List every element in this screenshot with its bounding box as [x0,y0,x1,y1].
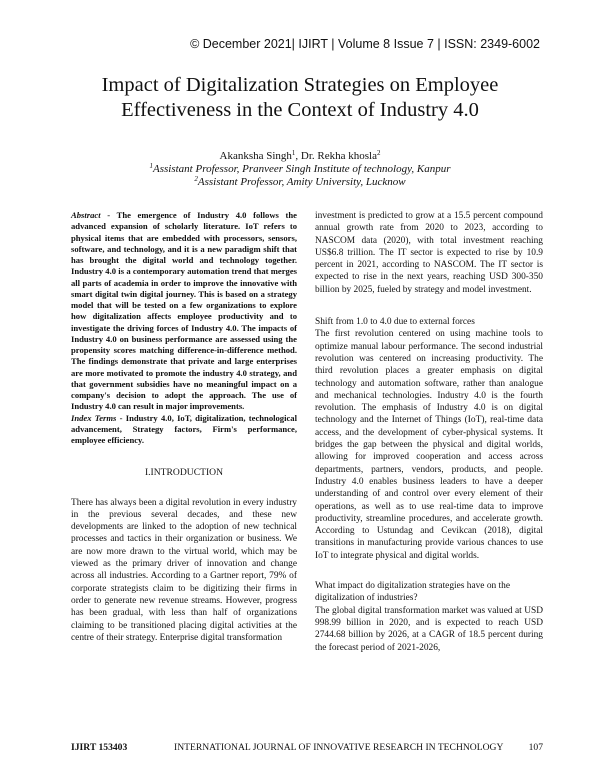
abstract-label: Abstract [71,210,101,220]
affiliation-1-text: Assistant Professor, Pranveer Singh Institute of technology, Kanpur [153,163,451,175]
revolution-paragraph: The first revolution centered on using machine tools to optimize manual labour performance. The second industrial revolution was centered on increasing productivity. The third revolution places a greater emphasis on digital technology and automation software, rather than analogue and mechanical technologies. Industry 4.0 is the fourth revolution. The emphasis of Industry 4.0 is on digital technology and the Internet of Things (IoT), real-time data access, and the development of cyber-physical systems. It bridges the gap between the physical and digital worlds, allowing for improved cooperation and access across departments, partners, vendors, products, and people. Industry 4.0 enables business leaders to have a deeper understanding of and control over every element of their operations, as well as to use real-time data to improve productivity, streamline procedures, and accelerate growth. According to Ustundag and Cevikcan (2018), digital transitions in manufacturing provide various chances to use IoT to integrate physical and digital worlds. [315,329,543,561]
title-line-2: Effectiveness in the Context of Industry 4.0 [121,99,479,121]
author-block [60,150,540,189]
affiliation-2-sup: 2 [194,175,198,183]
abstract [71,210,297,413]
introduction-paragraph: There has always been a digital revolution in every industry in the previous several decades, and these new developments are linked to the adoption of new technical processes and tactics in their organization or business. We are now more drawn to the virtual world, which may be viewed as the primary driver of innovation and change across all industries. According to a Gartner report, 79% of corporate strategists claim to be digitizing their firms in order to generate new revenue streams. However, progress has been gradual, with less than half of organizations claiming to be transitioned placing digital activities at the centre of their strategy. Enterprise digital transformation [71,497,297,643]
index-terms-text: - Industry 4.0, IoT, digitalization, technological advancement, Strategy factors, Firm's performance, employee efficiency. [71,412,297,445]
page-number: 107 [528,742,543,753]
affiliation-2-text: Assistant Professor, Amity University, Lucknow [197,176,406,188]
index-terms-label: Index Terms [71,412,117,423]
author-1-sup: 1 [291,149,296,157]
author-separator: , [295,150,301,162]
footer-journal-name: INTERNATIONAL JOURNAL OF INNOVATIVE RESEARCH IN TECHNOLOGY [174,742,504,753]
affiliation-1 [60,163,540,176]
introduction-heading: I.INTRODUCTION [144,467,224,479]
affiliation-1-sup: 1 [149,162,153,170]
author-2-sup: 2 [377,149,381,157]
index-terms [71,413,297,447]
investment-paragraph: investment is predicted to grow at a 15.5 percent compound annual growth rate from 2020 to 2023, according to NASCOM data (2020), with total investment reaching US$6.8 trillion. The IT sector is expected to rise by 10.9 percent in 2021, according to NASCOM. The IT sector is expected to rise in the next years, reaching USD 300-350 billion by 2025, fueled by strategy and model investment. [315,211,543,295]
footer-paper-id: IJIRT 153403 [71,742,128,753]
author-1: Akanksha Singh [219,150,292,162]
journal-header: © December 2021| IJIRT | Volume 8 Issue 7 | ISSN: 2349-6002 [190,37,540,51]
title-line-1: Impact of Digitalization Strategies on Employee [101,74,499,96]
market-paragraph: The global digital transformation market was valued at USD 998.99 billion in 2020, and is expected to reach USD 2744.68 billion by 2026, at a CAGR of 18.5 percent during the forecast period of 2021-2026, [315,605,543,653]
author-names [60,150,540,163]
left-column [71,210,297,644]
right-column [315,210,543,654]
shift-subheading: Shift from 1.0 to 4.0 due to external forces [315,317,475,328]
author-2: Dr. Rekha khosla [300,150,377,162]
abstract-text: - The emergence of Industry 4.0 follows the advanced expansion of scholarly literature. IoT refers to physical items that are embedded with processors, sensors, software, and technology, and it is a new paradigm shift that has brought the digital world and technology together. Industry 4.0 is a contemporary automation trend that merges all parts of academia in order to improve the innovative with smart digital twin digital journey. This is based on a strategy model that will be tested on a few organizations to explore how digitalization affects employee productivity and to investigate the driving forces of Industry 4.0. The impacts of Industry 4.0 on business performance are assessed using the propensity scores matching difference-in-difference method. The findings demonstrate that private and large enterprises are more motivated to promote the industry 4.0 strategy, and that government subsidies have no meaningful impact on a company's decision to adopt the approach. The use of Industry 4.0 can result in major improvements. [71,210,297,412]
paper-title [60,73,540,123]
affiliation-2 [60,176,540,189]
question-subheading: What impact do digitalization strategies have on the digitalization of industries? [315,581,510,604]
